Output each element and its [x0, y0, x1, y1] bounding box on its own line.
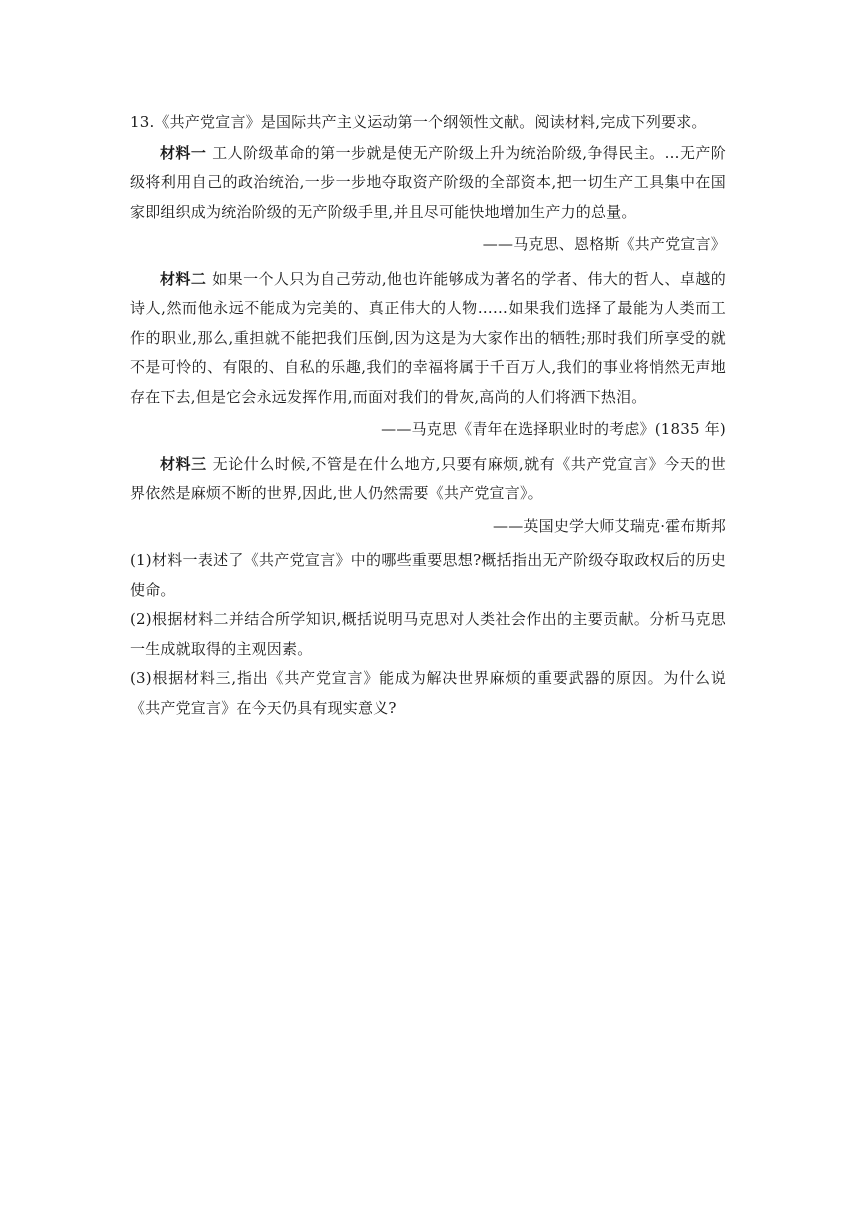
- material-1-text: 工人阶级革命的第一步就是使无产阶级上升为统治阶级,争得民主。…无产阶级将利用自己的政治统治,一步一步地夺取资产阶级的全部资本,把一切生产工具集中在国家即组织成为统治阶级的无产阶级手里,并且尽可能快地增加生产力的总量。: [130, 143, 726, 221]
- sub-question-1: (1)材料一表述了《共产党宣言》中的哪些重要思想?概括指出无产阶级夺取政权后的历史使命。: [130, 551, 726, 599]
- material-1-paragraph: [130, 139, 726, 228]
- material-1-label: 材料一: [160, 143, 207, 162]
- material-2-paragraph: [130, 265, 726, 413]
- question-block: [130, 108, 726, 723]
- sub-question-3: (3)根据材料三,指出《共产党宣言》能成为解决世界麻烦的重要武器的原因。为什么说《共产党宣言》在今天仍具有现实意义?: [130, 669, 726, 717]
- material-2-source: ——马克思《青年在选择职业时的考虑》(1835 年): [381, 420, 726, 438]
- material-3-text: 无论什么时候,不管是在什么地方,只要有麻烦,就有《共产党宣言》今天的世界依然是麻烦不断的世界,因此,世人仍然需要《共产党宣言》。: [130, 454, 726, 502]
- question-title: 13.《共产党宣言》是国际共产主义运动第一个纲领性文献。阅读材料,完成下列要求。: [130, 113, 707, 131]
- sub-question-2: (2)根据材料二并结合所学知识,概括说明马克思对人类社会作出的主要贡献。分析马克思一生成就取得的主观因素。: [130, 610, 726, 658]
- material-3-source: ——英国史学大师艾瑞克·霍布斯邦: [493, 516, 726, 535]
- material-3-label: 材料三: [160, 454, 207, 473]
- material-1-source: ——马克思、恩格斯《共产党宣言》: [482, 235, 726, 253]
- material-2-label: 材料二: [160, 269, 207, 288]
- material-3-paragraph: [130, 450, 726, 509]
- material-2-text: 如果一个人只为自己劳动,他也许能够成为著名的学者、伟大的哲人、卓越的诗人,然而他永远不能成为完美的、真正伟大的人物……如果我们选择了最能为人类而工作的职业,那么,重担就不能把我们压倒,因为这是为大家作出的牺牲;那时我们所享受的就不是可怜的、有限的、自私的乐趣,我们的幸福将属于千百万人,我们的事业将悄然无声地存在下去,但是它会永远发挥作用,而面对我们的骨灰,高尚的人们将洒下热泪。: [130, 269, 726, 406]
